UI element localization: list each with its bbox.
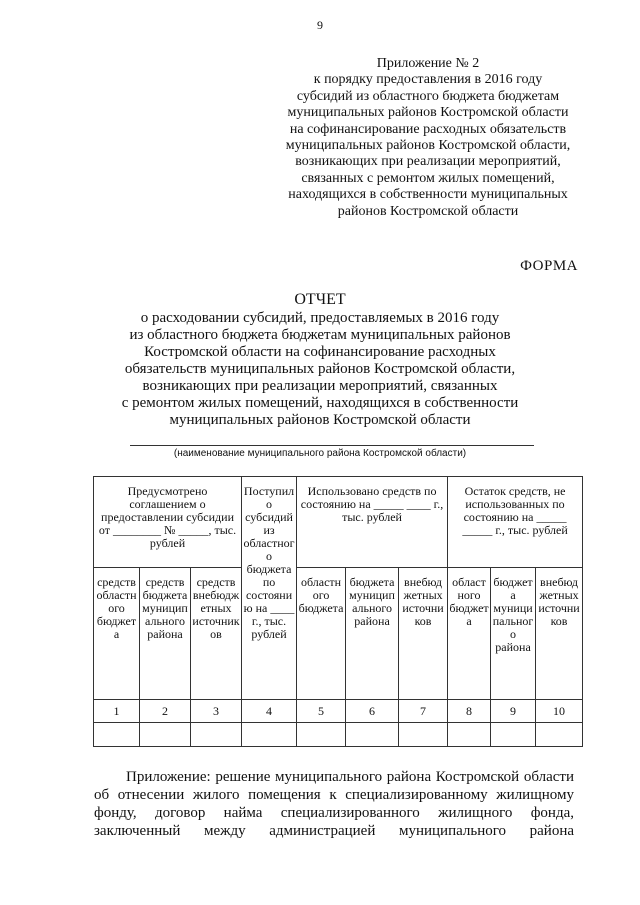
column-number: 1 bbox=[94, 700, 140, 723]
empty-data-cell bbox=[491, 723, 536, 747]
report-subtitle-line: Костромской области на софинансирование расходных bbox=[144, 344, 496, 360]
appendix-line: к порядку предоставления в 2016 году bbox=[313, 72, 543, 88]
column-number: 9 bbox=[491, 700, 536, 723]
subheader-cell: бюджета муниципального района bbox=[491, 568, 536, 700]
report-title: ОТЧЕТ bbox=[294, 291, 346, 308]
report-subtitle-line: обязательств муниципальных районов Костромской области, bbox=[124, 361, 516, 377]
empty-data-cell bbox=[94, 723, 140, 747]
appendix-line: муниципальных районов Костромской области, bbox=[285, 138, 571, 154]
empty-data-cell bbox=[448, 723, 491, 747]
subheader-cell: бюджета муниципального района bbox=[346, 568, 399, 700]
district-caption: (наименование муниципального района Костромской области) bbox=[173, 448, 467, 459]
report-subtitle-line: с ремонтом жилых помещений, находящихся в собственности bbox=[121, 395, 519, 411]
report-subtitle-line: возникающих при реализации мероприятий, связанных bbox=[142, 378, 498, 394]
report-subtitle-line: муниципальных районов Костромской области bbox=[169, 412, 471, 428]
column-number: 8 bbox=[448, 700, 491, 723]
subheader-cell: областного бюджета bbox=[297, 568, 346, 700]
column-number: 3 bbox=[191, 700, 242, 723]
column-number: 6 bbox=[346, 700, 399, 723]
appendix-line: районов Костромской области bbox=[337, 203, 519, 219]
appendix-line: возникающих при реализации мероприятий, bbox=[295, 154, 561, 170]
appendix-line: Приложение № 2 bbox=[376, 56, 480, 71]
district-name-blank bbox=[130, 445, 534, 446]
header-remaining: Остаток средств, не использованных по состоянию на _____ _____ г., тыс. рублей bbox=[448, 477, 583, 568]
report-heading bbox=[70, 290, 570, 429]
report-subtitle-line: из областного бюджета бюджетам муниципальных районов bbox=[129, 327, 511, 343]
empty-data-cell bbox=[191, 723, 242, 747]
header-received: Поступило субсидий из областного бюджета по состоянию на ____ г., тыс. рублей bbox=[242, 477, 297, 700]
note-line: фонду, договор найма специализированного жилищного фонда, bbox=[94, 805, 574, 821]
note-line: об отнесении жилого помещения к специализированному жилищному bbox=[94, 787, 574, 803]
empty-data-cell bbox=[399, 723, 448, 747]
empty-data-cell bbox=[242, 723, 297, 747]
note-line: заключенный между администрацией муниципального района bbox=[94, 823, 574, 839]
appendix-header bbox=[248, 56, 608, 220]
appendix-line: находящихся в собственности муниципальных bbox=[288, 187, 568, 203]
report-table bbox=[93, 476, 583, 747]
subheader-cell: внебюджетных источников bbox=[399, 568, 448, 700]
column-number: 10 bbox=[536, 700, 583, 723]
appendix-line: муниципальных районов Костромской области bbox=[287, 105, 569, 121]
form-label: ФОРМА bbox=[520, 258, 578, 274]
subheader-cell: средств бюджета муниципального района bbox=[140, 568, 191, 700]
appendix-line: субсидий из областного бюджета бюджетам bbox=[296, 88, 560, 104]
column-number: 5 bbox=[297, 700, 346, 723]
attachment-note bbox=[94, 768, 574, 840]
header-used: Использовано средств по состоянию на _____ ____ г., тыс. рублей bbox=[297, 477, 448, 568]
subheader-cell: внебюджетных источников bbox=[536, 568, 583, 700]
subheader-cell: областного бюджета bbox=[448, 568, 491, 700]
empty-data-cell bbox=[297, 723, 346, 747]
column-number: 4 bbox=[242, 700, 297, 723]
empty-data-cell bbox=[140, 723, 191, 747]
page-number: 9 bbox=[317, 18, 323, 32]
column-number: 2 bbox=[140, 700, 191, 723]
note-line: Приложение: решение муниципального района Костромской области bbox=[126, 769, 574, 785]
empty-data-cell bbox=[536, 723, 583, 747]
subheader-cell: средств внебюджетных источников bbox=[191, 568, 242, 700]
subheader-cell: средств областного бюджета bbox=[94, 568, 140, 700]
appendix-line: связанных с ремонтом жилых помещений, bbox=[301, 170, 555, 186]
header-agreement: Предусмотрено соглашением о предоставлении субсидии от ________ № _____, тыс. рублей bbox=[94, 477, 242, 568]
empty-data-cell bbox=[346, 723, 399, 747]
column-number: 7 bbox=[399, 700, 448, 723]
report-subtitle-line: о расходовании субсидий, предоставляемых в 2016 году bbox=[140, 310, 500, 326]
appendix-line: на софинансирование расходных обязательств bbox=[289, 121, 567, 137]
